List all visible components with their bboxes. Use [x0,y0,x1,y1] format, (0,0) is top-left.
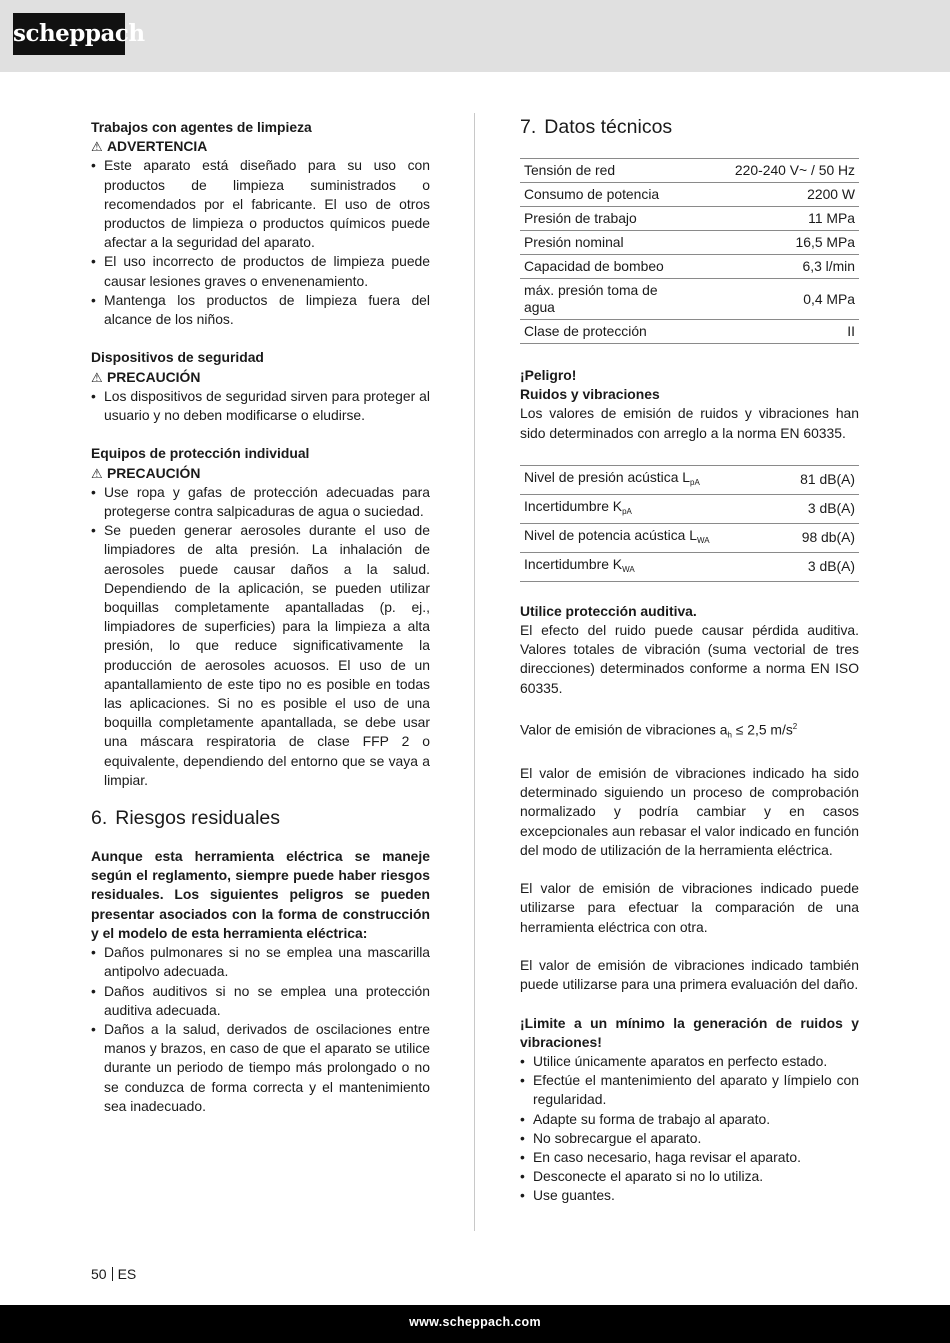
column-divider [474,113,475,1231]
list-item: • Daños a la salud, derivados de oscilaciones entre manos y brazos, en caso de que el aparato se utilice durante un periodo de tiempo más prolongado o no se conduzca de forma correcta y el mantenimiento sea inadecuado. [91,1020,430,1116]
table-row: Tensión de red 220-240 V~ / 50 Hz [520,159,859,183]
vibration-value: Valor de emisión de vibraciones $a_h \le 2,5$ $m/s^2$ [520,721,798,740]
vibration-para-3: El valor de emisión de vibraciones indicado también puede utilizarse para una primera evaluación del daño. [520,957,859,993]
list-item: • Los dispositivos de seguridad sirven para proteger al usuario y no deben modificarse o eludirse. [91,387,430,425]
table-row: máx. presión toma de agua 0,4 MPa [520,279,859,320]
warning-icon: ⚠ [91,139,103,155]
table-row: Nivel de presión acústica $L_{pA}$ 81 dB(A) [520,465,859,494]
list-item: • Use guantes. [520,1186,859,1205]
noise-intro: Los valores de emisión de ruidos y vibraciones han sido determinados con arreglo a la norma EN 60335. [520,405,859,441]
left-column [91,118,430,1116]
list-item: • Se pueden generar aerosoles durante el uso de limpiadores de alta presión. La inhalación de aerosoles puede causar daños a la salud. Dependiendo de la aplicación, se pueden utilizar boquillas completamente apantalladas (p. ej., limpiadores de superficies) para la limpieza a alta presión, lo que reduce significativamente la producción de aerosoles acuosos. El uso de un apantallamiento de este tipo no es posible en todas las aplicaciones. Si no es posible el uso de una boquilla completamente apantallada, se debe usar una máscara respiratoria de clase FFP 2 o equivalente, dependiendo del entorno que se vaya a limpiar. [91,521,430,790]
safety-title: Dispositivos de seguridad [91,349,264,366]
noise-table [520,465,859,582]
ppe-title: Equipos de protección individual [91,445,310,462]
footer-url: www.scheppach.com [409,1315,541,1329]
limit-title: ¡Limite a un mínimo la generación de ruidos y vibraciones! [520,1014,859,1050]
list-item: • Daños auditivos si no se emplea una protección auditiva adecuada. [91,982,430,1020]
residual-list [91,943,430,1116]
hearing-text: El efecto del ruido puede causar pérdida auditiva. Valores totales de vibración (suma vectorial de tres direcciones) determinados conforme a norma EN ISO 60335. [520,622,859,696]
cleaning-title: Trabajos con agentes de limpieza [91,119,312,135]
section-6-heading: 6. Riesgos residuales [91,807,281,830]
list-item: • Desconecte el aparato si no lo utiliza. [520,1167,859,1186]
table-row: Nivel de potencia acústica $L_{WA}$ 98 db(A) [520,523,859,552]
ppe-list [91,483,430,790]
page-separator [112,1267,113,1281]
brand-logo: scheppach [13,13,125,55]
page-header [0,0,950,72]
table-row: Clase de protección II [520,320,859,344]
tech-data-table [520,158,859,344]
list-item: • Este aparato está diseñado para su uso con productos de limpieza suministrados o recomendados por el fabricante. El uso de otros productos de limpieza o productos químicos puede afectar a la seguridad del aparato. [91,156,430,252]
danger-label: ¡Peligro! [520,367,577,383]
table-row: Presión de trabajo 11 MPa [520,207,859,231]
table-row: Consumo de potencia 2200 W [520,183,859,207]
right-column [520,118,859,1206]
warning-icon: ⚠ [91,369,103,385]
table-row: Incertidumbre $K_{WA}$ 3 dB(A) [520,552,859,581]
list-item: • Daños pulmonares si no se emplea una mascarilla antipolvo adecuada. [91,943,430,981]
noise-title: Ruidos y vibraciones [520,386,660,403]
table-row: Capacidad de bombeo 6,3 l/min [520,255,859,279]
hearing-title: Utilice protección auditiva. [520,602,697,619]
list-item: • Mantenga los productos de limpieza fuera del alcance de los niños. [91,291,430,329]
limit-list [520,1052,859,1206]
list-item: • No sobrecargue el aparato. [520,1129,859,1148]
list-item: • En caso necesario, haga revisar el aparato. [520,1148,859,1167]
vibration-para-2: El valor de emisión de vibraciones indicado puede utilizarse para efectuar la comparación de una herramienta eléctrica con otra. [520,880,859,935]
ppe-warning: ⚠ PRECAUCIÓN [91,464,430,483]
table-row: Presión nominal 16,5 MPa [520,231,859,255]
section-7-heading: 7. Datos técnicos [520,116,673,138]
warning-icon: ⚠ [91,465,103,481]
list-item: • Efectúe el mantenimiento del aparato y límpielo con regularidad. [520,1071,859,1109]
list-item: • Utilice únicamente aparatos en perfecto estado. [520,1052,859,1071]
page-number: 50 ES [91,1266,137,1282]
list-item: • Use ropa y gafas de protección adecuadas para protegerse contra salpicaduras de agua o suciedad. [91,483,430,521]
vibration-para-1: El valor de emisión de vibraciones indicado ha sido determinado siguiendo un proceso de comprobación normalizado y podría cambiar y en casos excepcionales aun rebasar el valor indicado en función del modo de utilización de la herramienta eléctrica. [520,765,859,858]
list-item: • El uso incorrecto de productos de limpieza puede causar lesiones graves o envenenamiento. [91,252,430,290]
cleaning-warning: ⚠ ADVERTENCIA [91,137,430,156]
residual-intro: Aunque esta herramienta eléctrica se maneje según el reglamento, siempre puede haber riesgos residuales. Los siguientes peligros se pueden presentar asociados con la forma de construcción y el modelo de esta herramienta eléctrica: [91,848,430,941]
list-item: • Adapte su forma de trabajo al aparato. [520,1110,859,1129]
table-row: Incertidumbre $K_{pA}$ 3 dB(A) [520,494,859,523]
safety-warning: ⚠ PRECAUCIÓN [91,368,430,387]
cleaning-list [91,156,430,329]
safety-list [91,387,430,425]
